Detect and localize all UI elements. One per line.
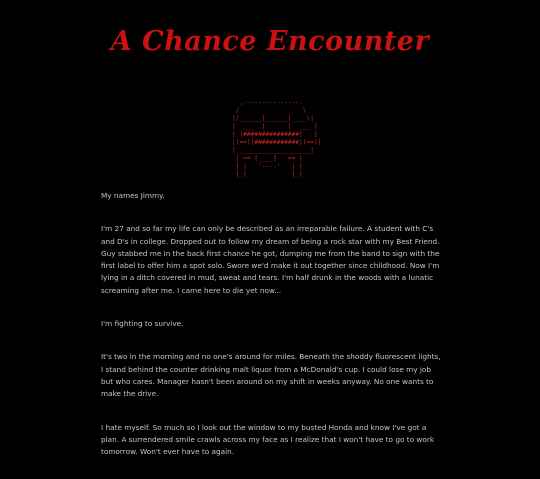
art-line: |_| |_| bbox=[232, 171, 303, 178]
art-line: | ___ | | ___ | bbox=[232, 123, 318, 130]
art-line: / \ bbox=[232, 107, 307, 114]
story-paragraph: I'm 27 and so far my life can only be described as an irreparable failure. A student with C's and D's in college. Dropped out to follow my dream of being a rock star with my Best Friend. Guy stabbed me in the back first chance he got, dumping me from the band to sign with the first label to offer him a spot solo. Swore we'd make it out together since childhood. Now I'm lying in a ditch covered in mud, sweat and tears. I'm half drunk in the woods with a lunatic screaming after me. I came here to die yet now... bbox=[101, 224, 440, 295]
story-paragraph: I hate myself. So much so I look out the window to my busted Honda and know I've got a plan. A surrendered smile crawls across my face as I realize that I won't have to go to work tomorrow. Won't ever have to again. bbox=[101, 422, 435, 457]
art-line: |/______|______|____\| bbox=[232, 115, 314, 122]
art-line: | | '----' | | bbox=[232, 163, 303, 170]
art-line: |(==)|############|(==)| bbox=[232, 139, 322, 146]
story-paragraph: My names Jimmy. bbox=[101, 191, 165, 200]
story-paragraph: It's two in the morning and no one's around for miles. Beneath the shoddy fluorescent lights, I stand behind the counter drinking malt liquor from a McDonald's cup. I could lose my job but who cares. Manager hasn't been around on my shift in weeks anyway. No one wants to make the drive. bbox=[101, 352, 441, 399]
story-paragraph: I'm fighting to survive. bbox=[101, 319, 184, 329]
art-line: | |###############| | bbox=[232, 131, 318, 138]
game-title: A Chance Encounter bbox=[110, 26, 430, 57]
art-line: ,---------------. bbox=[232, 99, 303, 106]
car-ascii-art bbox=[228, 98, 322, 188]
story-text bbox=[101, 190, 443, 479]
art-line: |____________________| bbox=[232, 147, 314, 154]
art-line: | == [____] == | bbox=[232, 155, 303, 162]
